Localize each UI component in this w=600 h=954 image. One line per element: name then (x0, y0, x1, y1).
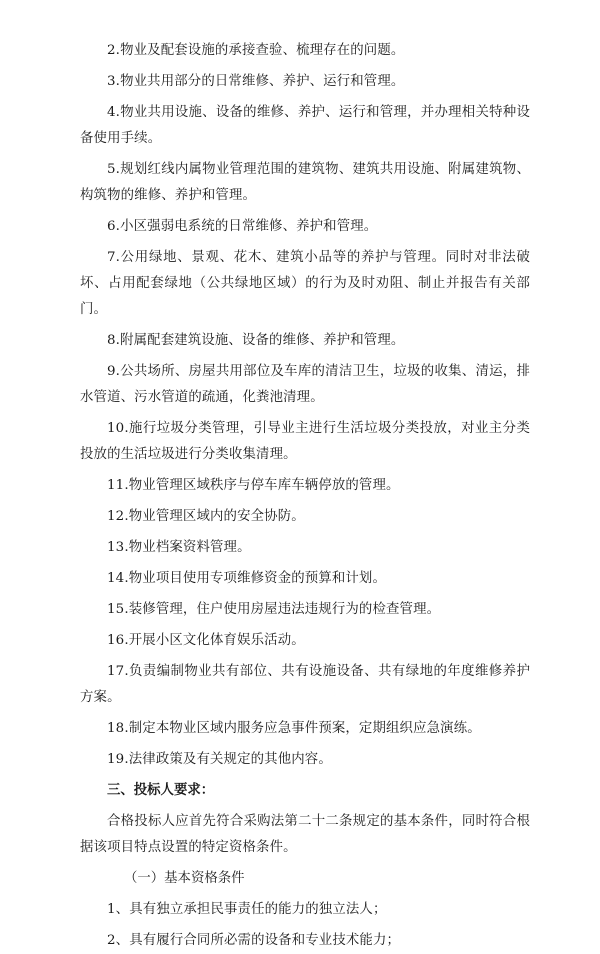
list-item: 4.物业共用设施、设备的维修、养护、运行和管理，并办理相关特种设备使用手续。 (80, 105, 530, 146)
list-item: 2.物业及配套设施的承接查验、梳理存在的问题。 (107, 43, 405, 58)
list-item: 19.法律政策及有关规定的其他内容。 (107, 752, 332, 767)
list-item: 12.物业管理区域内的安全协防。 (107, 509, 305, 524)
section-intro: 合格投标人应首先符合采购法第二十二条规定的基本条件，同时符合根据该项目特点设置的特定资格条件。 (80, 814, 530, 855)
list-item: 11.物业管理区域秩序与停车库车辆停放的管理。 (107, 478, 400, 493)
list-item: 3.物业共用部分的日常维修、养护、运行和管理。 (107, 74, 405, 89)
list-item: 13.物业档案资料管理。 (107, 540, 251, 555)
list-item: 10.施行垃圾分类管理，引导业主进行生活垃圾分类投放，对业主分类投放的生活垃圾进行分类收集清理。 (80, 421, 530, 462)
list-item: 17.负责编制物业共有部位、共有设施设备、共有绿地的年度维修养护方案。 (80, 664, 530, 705)
subsection-heading: （一）基本资格条件 (124, 871, 245, 886)
list-item: 5.规划红线内属物业管理范围的建筑物、建筑共用设施、附属建筑物、构筑物的维修、养护和管理。 (80, 162, 530, 203)
list-item: 15.装修管理，住户使用房屋违法违规行为的检查管理。 (107, 602, 441, 617)
section-heading: 三、投标人要求： (107, 783, 215, 798)
list-item: 14.物业项目使用专项维修资金的预算和计划。 (107, 571, 387, 586)
list-item: 6.小区强弱电系统的日常维修、养护和管理。 (107, 219, 378, 234)
list-item: 18.制定本物业区域内服务应急事件预案，定期组织应急演练。 (107, 721, 481, 736)
requirement-item: 1、具有独立承担民事责任的能力的独立法人； (107, 902, 387, 917)
list-item: 9.公共场所、房屋共用部位及车库的清洁卫生，垃圾的收集、清运，排水管道、污水管道的疏通，化粪池清理。 (80, 364, 530, 405)
list-item: 7.公用绿地、景观、花木、建筑小品等的养护与管理。同时对非法破坏、占用配套绿地（公共绿地区域）的行为及时劝阻、制止并报告有关部门。 (80, 250, 530, 317)
list-item: 8.附属配套建筑设施、设备的维修、养护和管理。 (107, 333, 405, 348)
list-item: 16.开展小区文化体育娱乐活动。 (107, 633, 305, 648)
requirement-item: 2、具有履行合同所必需的设备和专业技术能力； (107, 933, 401, 948)
